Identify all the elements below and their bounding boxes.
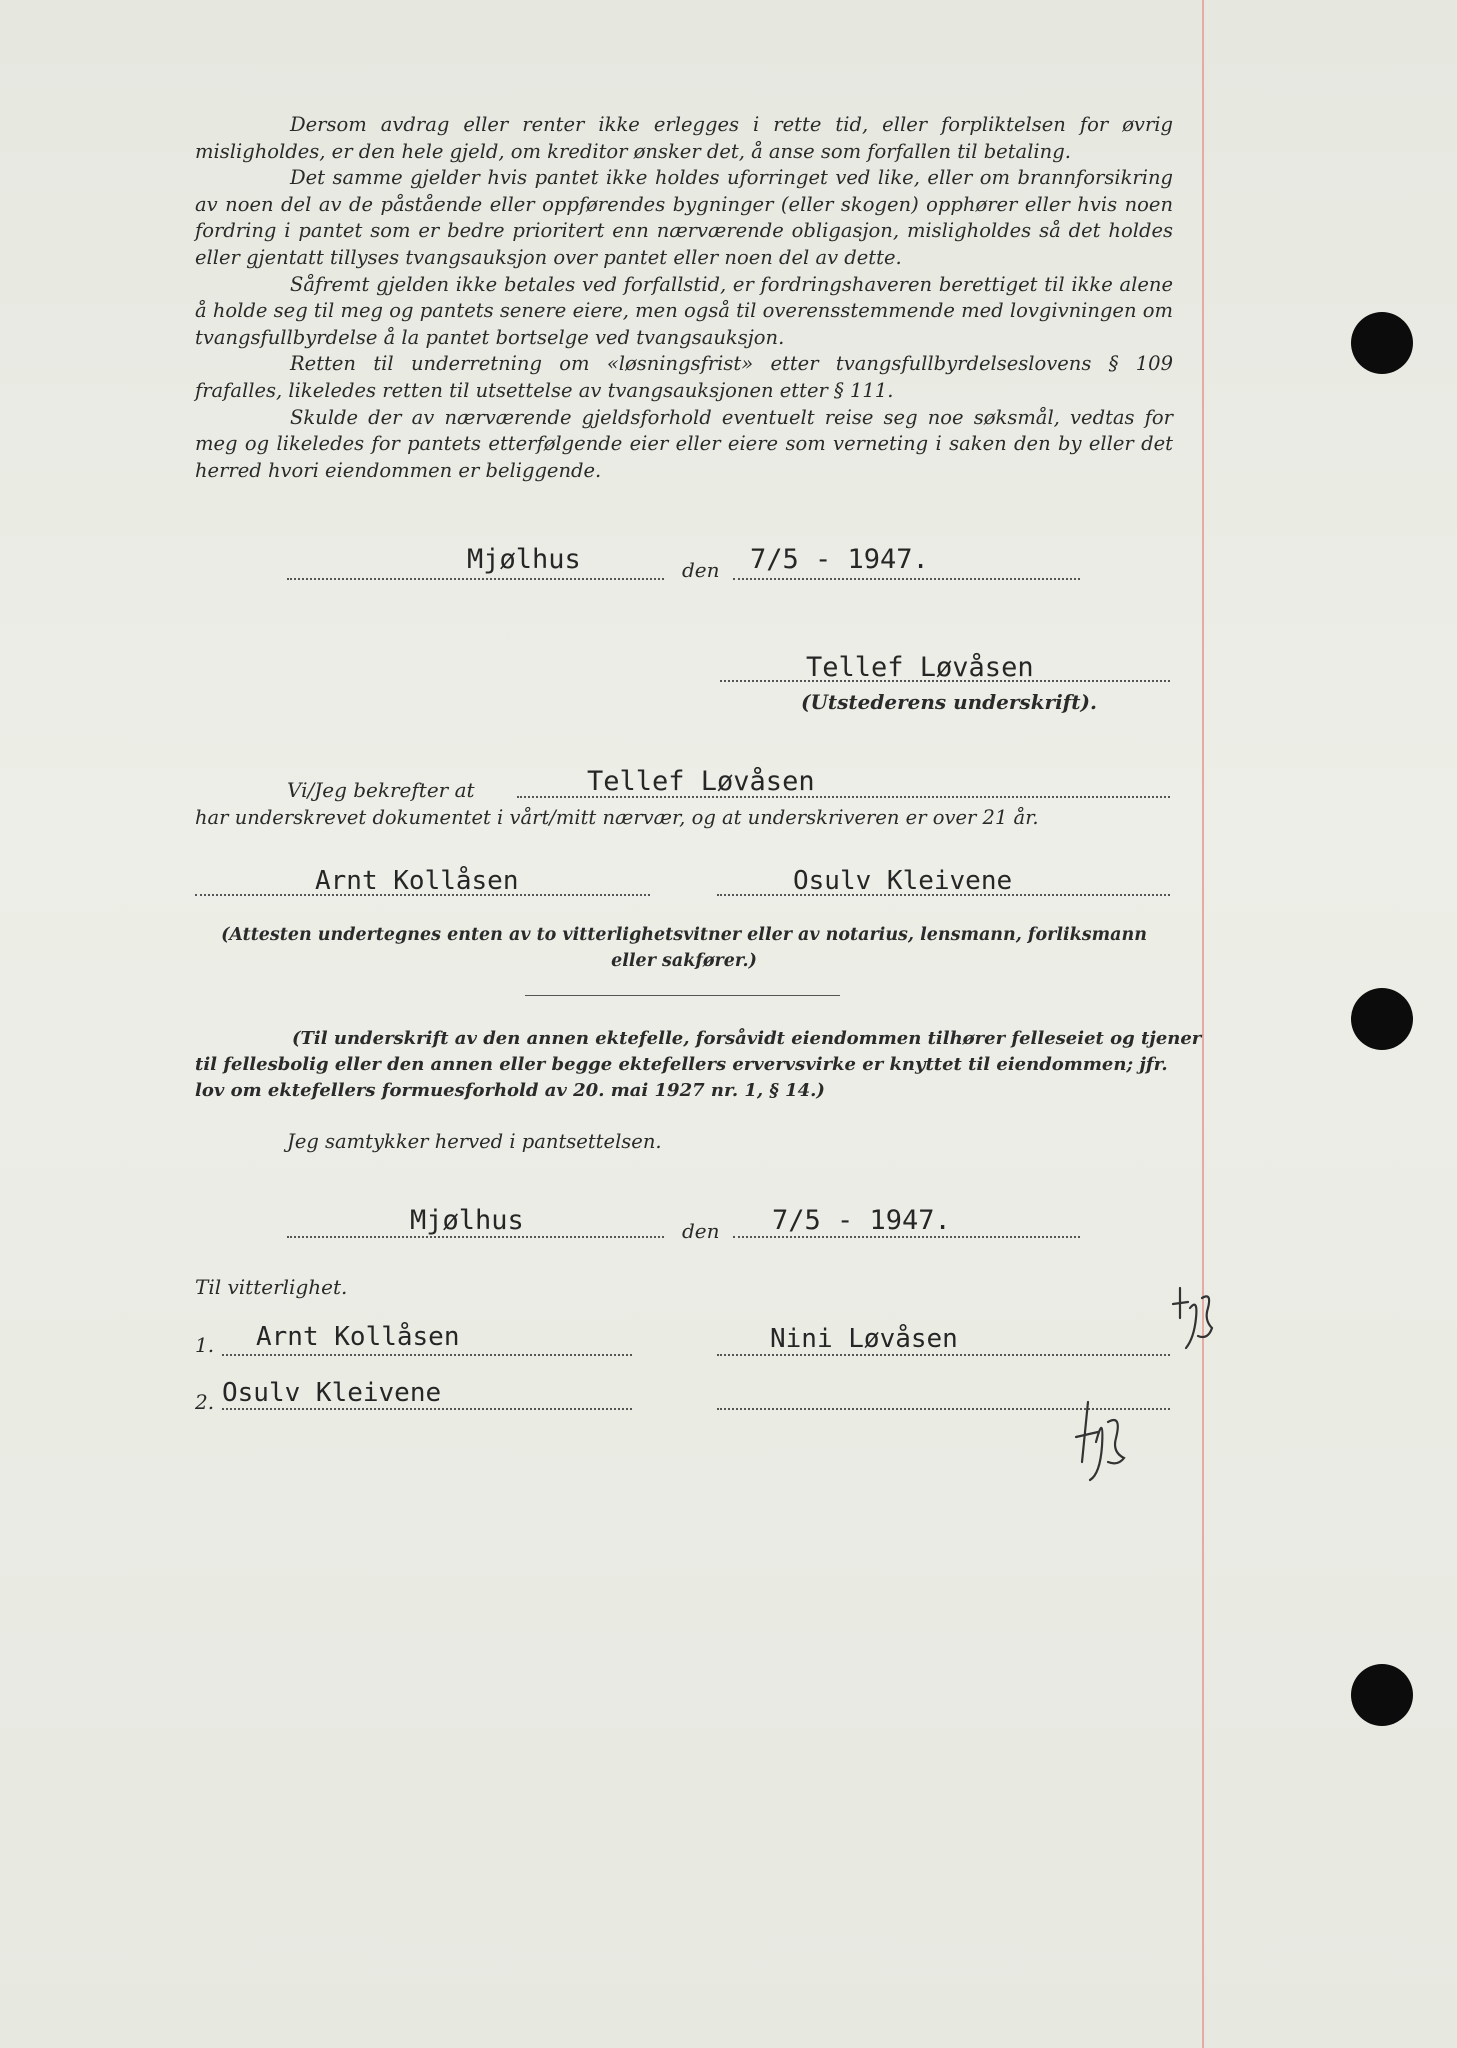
mortgage-terms: [195, 112, 1173, 484]
spouse-note-line3: lov om ektefellers formuesforhold av 20. mai 1927 nr. 1, § 14.): [195, 1080, 825, 1101]
place-handwritten: Mjølhus: [467, 544, 581, 575]
dotted-line: [733, 578, 1080, 580]
confirm-prefix: Vi/Jeg bekrefter at: [287, 778, 475, 802]
dotted-line: [222, 1408, 632, 1410]
confirm-line2: har underskrevet dokumentet i vårt/mitt nærvær, og at underskriveren er over 21 år.: [195, 806, 1039, 829]
dotted-line: [733, 1236, 1080, 1238]
red-margin-line: [1202, 0, 1204, 2048]
attest-note-line2: eller sakfører.): [611, 951, 757, 971]
punch-hole: [1351, 1664, 1413, 1726]
witness-b2-signature: Osulv Kleivene: [222, 1378, 442, 1408]
handwritten-initials-signature: [1072, 1382, 1132, 1482]
terms-paragraph: Det samme gjelder hvis pantet ikke holdes uforringet ved like, eller om brannforsikring av noen del av de påstående eller oppførendes bygninger (eller skogen) opphører eller hvis noen fordring i pantet som er bedre prioritert enn nærværende obligasjon, misligholdes så det holdes eller gjentatt tillyses tvangsauksjon over pantet eller noen del av dette.: [195, 166, 1173, 269]
punch-hole: [1351, 312, 1413, 374]
witness-number-1: 1.: [195, 1333, 215, 1357]
punch-hole: [1351, 988, 1413, 1050]
date-handwritten: 7/5 - 1947.: [750, 544, 929, 575]
til-vitterlighet-label: Til vitterlighet.: [195, 1275, 348, 1299]
dotted-line: [287, 1236, 664, 1238]
witness-2-signature: Osulv Kleivene: [793, 866, 1013, 896]
separator-rule: [525, 995, 840, 996]
dotted-line: [287, 578, 664, 580]
dotted-line: [222, 1354, 632, 1356]
confirm-name: Tellef Løvåsen: [587, 766, 815, 797]
place-handwritten: Mjølhus: [410, 1205, 524, 1236]
terms-paragraph: Skulde der av nærværende gjeldsforhold eventuelt reise seg noe søksmål, vedtas for meg og likeledes for pantets etterfølgende eier eller eiere som verneting i saken den by eller det herred hvori eiendommen er beliggende.: [195, 405, 1173, 482]
consent-statement: Jeg samtykker herved i pantsettelsen.: [287, 1130, 662, 1153]
issuer-signature: Tellef Løvåsen: [806, 652, 1034, 683]
witness-b1-signature: Arnt Kollåsen: [256, 1322, 460, 1352]
den-label: den: [682, 1219, 720, 1243]
terms-paragraph: Retten til underretning om «løsningsfrist» etter tvangsfullbyrdelseslovens § 109 frafalles, likeledes retten til utsettelse av tvangsauksjonen etter § 111.: [195, 352, 1173, 402]
spouse-signature: Nini Løvåsen: [770, 1324, 958, 1354]
den-label: den: [682, 558, 720, 582]
handwritten-initials-signature: [1168, 1278, 1216, 1378]
witness-number-2: 2.: [195, 1390, 215, 1414]
spouse-note-line1: (Til underskrift av den annen ektefelle, forsåvidt eiendommen tilhører felleseiet og tjener: [292, 1028, 1202, 1049]
spouse-note-line2: til fellesbolig eller den annen eller begge ektefellers ervervsvirke er knyttet til eiendommen; jfr.: [195, 1054, 1168, 1075]
date-handwritten: 7/5 - 1947.: [772, 1205, 951, 1236]
terms-paragraph: Dersom avdrag eller renter ikke erlegges i rette tid, eller forpliktelsen for øvrig misligholdes, er den hele gjeld, om kreditor ønsker det, å anse som forfallen til betaling.: [195, 113, 1173, 163]
attest-note-line1: (Attesten undertegnes enten av to vitterlighetsvitner eller av notarius, lensmann, forliksmann: [221, 925, 1147, 945]
dotted-line: [717, 1354, 1170, 1356]
witness-1-signature: Arnt Kollåsen: [315, 866, 519, 896]
issuer-caption: (Utstederens underskrift).: [801, 690, 1097, 714]
terms-paragraph: Såfremt gjelden ikke betales ved forfallstid, er fordringshaveren berettiget til ikke alene å holde seg til meg og pantets senere eiere, men også til overensstemmende med lovgivningen om tvangsfullbyrdelse å la pantet bortselge ved tvangsauksjon.: [195, 272, 1173, 349]
